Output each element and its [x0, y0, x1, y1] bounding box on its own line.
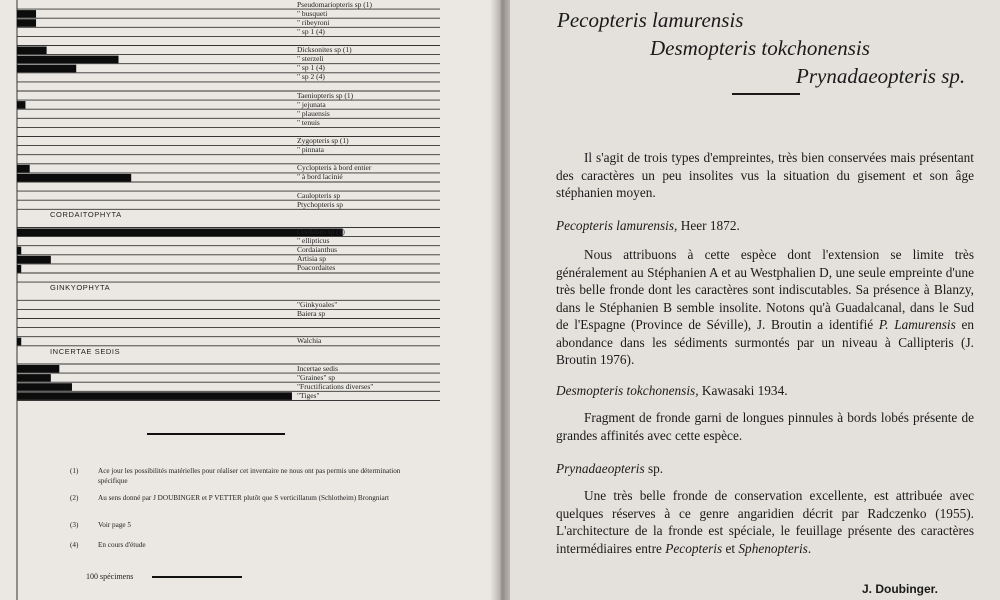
chart-bar [17, 101, 25, 109]
chart-row-label: Taeniopteris sp (1) [297, 90, 354, 100]
chart-row-label: " ellipticus [297, 236, 330, 246]
chart-bar [17, 338, 21, 346]
chart-row-label: " plauensis [297, 108, 330, 118]
chart-row-label: "Ginkyoales" [297, 299, 338, 309]
chart-bar [17, 56, 119, 64]
chart-bar [17, 392, 292, 400]
title-line-2: Desmopteris tokchonensis [650, 36, 870, 60]
chart-bar [17, 229, 343, 237]
footnote-text: En cours d'étude [98, 541, 146, 549]
chart-row-label: Artisia sp [297, 254, 326, 264]
heading-author: Heer 1872. [677, 218, 740, 233]
chart-row-label: Zygopteris sp (1) [297, 136, 349, 145]
chart-row-label: Pseudomariopteris sp (1) [297, 0, 372, 9]
chart-section-label: INCERTAE SEDIS [50, 346, 121, 356]
section-heading-1 [556, 218, 740, 234]
scale-bar [152, 576, 242, 578]
footnote-2 [70, 493, 410, 503]
chart-section-label: CORDAITOPHYTA [50, 210, 122, 220]
body-text: Une très belle fronde de conservation excellente, est attribuée avec quelques réserves à ce genre angaridien décrit par Radczenko (1955). L'architecture de la fronde est spéciale, le feuillage présente des caractères intermédiaires entre [556, 488, 974, 556]
chart-row-label: Poacordaites [297, 263, 336, 273]
intro-text: Il s'agit de trois types d'empreintes, très bien conservées mais présentant des caractères un peu insolites vus la situation du gisement et son âge stéphanien moyen. [556, 150, 974, 200]
right-page [510, 0, 1000, 600]
footnote-number: (1) [70, 467, 79, 475]
body-text: Fragment de fronde garni de longues pinnules à bords lobés présente de grandes affinités avec cette espèce. [556, 410, 974, 443]
signature: J. Doubinger. [862, 582, 939, 596]
heading-taxon: Prynadaeopteris [556, 461, 645, 476]
chart-bar [17, 256, 51, 264]
body-text: Nous attribuons à cette espèce dont l'extension se limite très généralement au Stéphanien A et au Westphalien D, une seule empreinte d'une très belle fronde dont les caractères sont indiscutables. Sa présence à Blanzy, dans le Stéphanien B semble insolite. Notons qu'à Guadalcanal, dans le Sud de l'Espagne (Province de Séville), J. Broutin a identifié [556, 247, 974, 332]
chart-row-label: Caulopteris sp [297, 190, 341, 200]
section-body-3 [556, 487, 974, 557]
heading-taxon: Desmopteris tokchonensis, [556, 383, 699, 398]
chart-row-label: Ptychopteris sp [297, 199, 344, 209]
chart-bar [17, 247, 21, 255]
body-italic: P. Lamurensis [878, 317, 956, 332]
chart-row-label: Dicksonites sp (1) [297, 45, 352, 54]
heading-author: Kawasaki 1934. [698, 383, 788, 398]
chart-row-label: " sp 2 (4) [297, 72, 325, 82]
footnote-number: (4) [70, 541, 79, 549]
chart-row-label: " ribeyroni [297, 17, 330, 27]
chart-row-label: " à bord lacinié [297, 172, 343, 182]
chart-row-label: Baiera sp [297, 308, 326, 318]
separator-rule [147, 433, 285, 435]
chart-row-label: " sp 1 (4) [297, 63, 325, 73]
chart-bar [17, 174, 131, 182]
chart-row-label: "Tiges" [297, 390, 320, 400]
body-italic: Pecopteris [665, 540, 723, 556]
chart-row-label: Cordaianthus [297, 245, 337, 255]
chart-bar [17, 383, 72, 391]
chart-row-label: Walchia [297, 336, 322, 346]
chart-row-label: "Graines" sp [297, 372, 335, 382]
chart-row-label: Incertae sedis [297, 363, 339, 373]
intro-paragraph [556, 149, 974, 202]
body-text: en abondance dans les sédiments surmontés par un niveau à Callipteris (J. Broutin 1976). [556, 317, 974, 367]
chart-bar [17, 365, 59, 373]
footnote-text: Ace jour les possibilités matérielles pour réaliser cet inventaire ne nous ont pas permis une détermination spécifique [98, 467, 401, 485]
footnote-1 [70, 466, 410, 486]
chart-section-label: GINKYOPHYTA [50, 283, 111, 293]
footnote-3 [70, 520, 410, 530]
footnote-number: (3) [70, 521, 79, 529]
chart-bar [17, 10, 36, 18]
chart-row-label: Cordaites sp (1) [297, 227, 345, 236]
heading-author: sp. [644, 461, 664, 476]
chart-row-label: " busqueti [297, 8, 328, 18]
footnote-number: (2) [70, 494, 79, 502]
heading-taxon: Pecopteris lamurensis, [556, 218, 678, 233]
chart-row-label: " sterzeli [297, 54, 324, 64]
scale-label: 100 spécimens [86, 572, 134, 581]
body-text: . [807, 540, 812, 556]
chart-bar [17, 165, 30, 173]
body-text: et [722, 540, 739, 556]
chart-bar [17, 19, 36, 27]
chart-row-label: " jejunata [297, 99, 326, 109]
body-italic: Sphenopteris [738, 540, 808, 556]
inventory-bar-chart [0, 0, 497, 600]
chart-bar [17, 265, 21, 273]
footnote-text: Au sens donné par J DOUBINGER et P VETTER plutôt que S verticillatum (Schlotheim) Brongniart [98, 494, 390, 502]
left-page [0, 0, 497, 600]
chart-row-label: " sp 1 (4) [297, 26, 325, 36]
title-line-1: Pecopteris lamurensis [557, 8, 744, 32]
title-rule [732, 93, 800, 95]
section-heading-3 [556, 461, 663, 477]
title-line-3: Prynadaeopteris sp. [796, 64, 966, 88]
chart-row-label: "Fructifications diverses" [297, 381, 374, 391]
footnote-text: Voir page 5 [98, 521, 132, 529]
chart-row-label: " pinnata [297, 145, 325, 155]
section-heading-2 [556, 383, 788, 399]
chart-bar [17, 374, 51, 382]
section-body-1 [556, 246, 974, 369]
chart-row-label: Cyclopteris à bord entier [297, 163, 372, 173]
chart-row-label: " tenuis [297, 117, 320, 127]
book-gutter [490, 0, 512, 600]
chart-bar [17, 47, 47, 55]
footnote-4 [70, 540, 410, 550]
chart-bar [17, 65, 76, 73]
section-body-2 [556, 409, 974, 444]
